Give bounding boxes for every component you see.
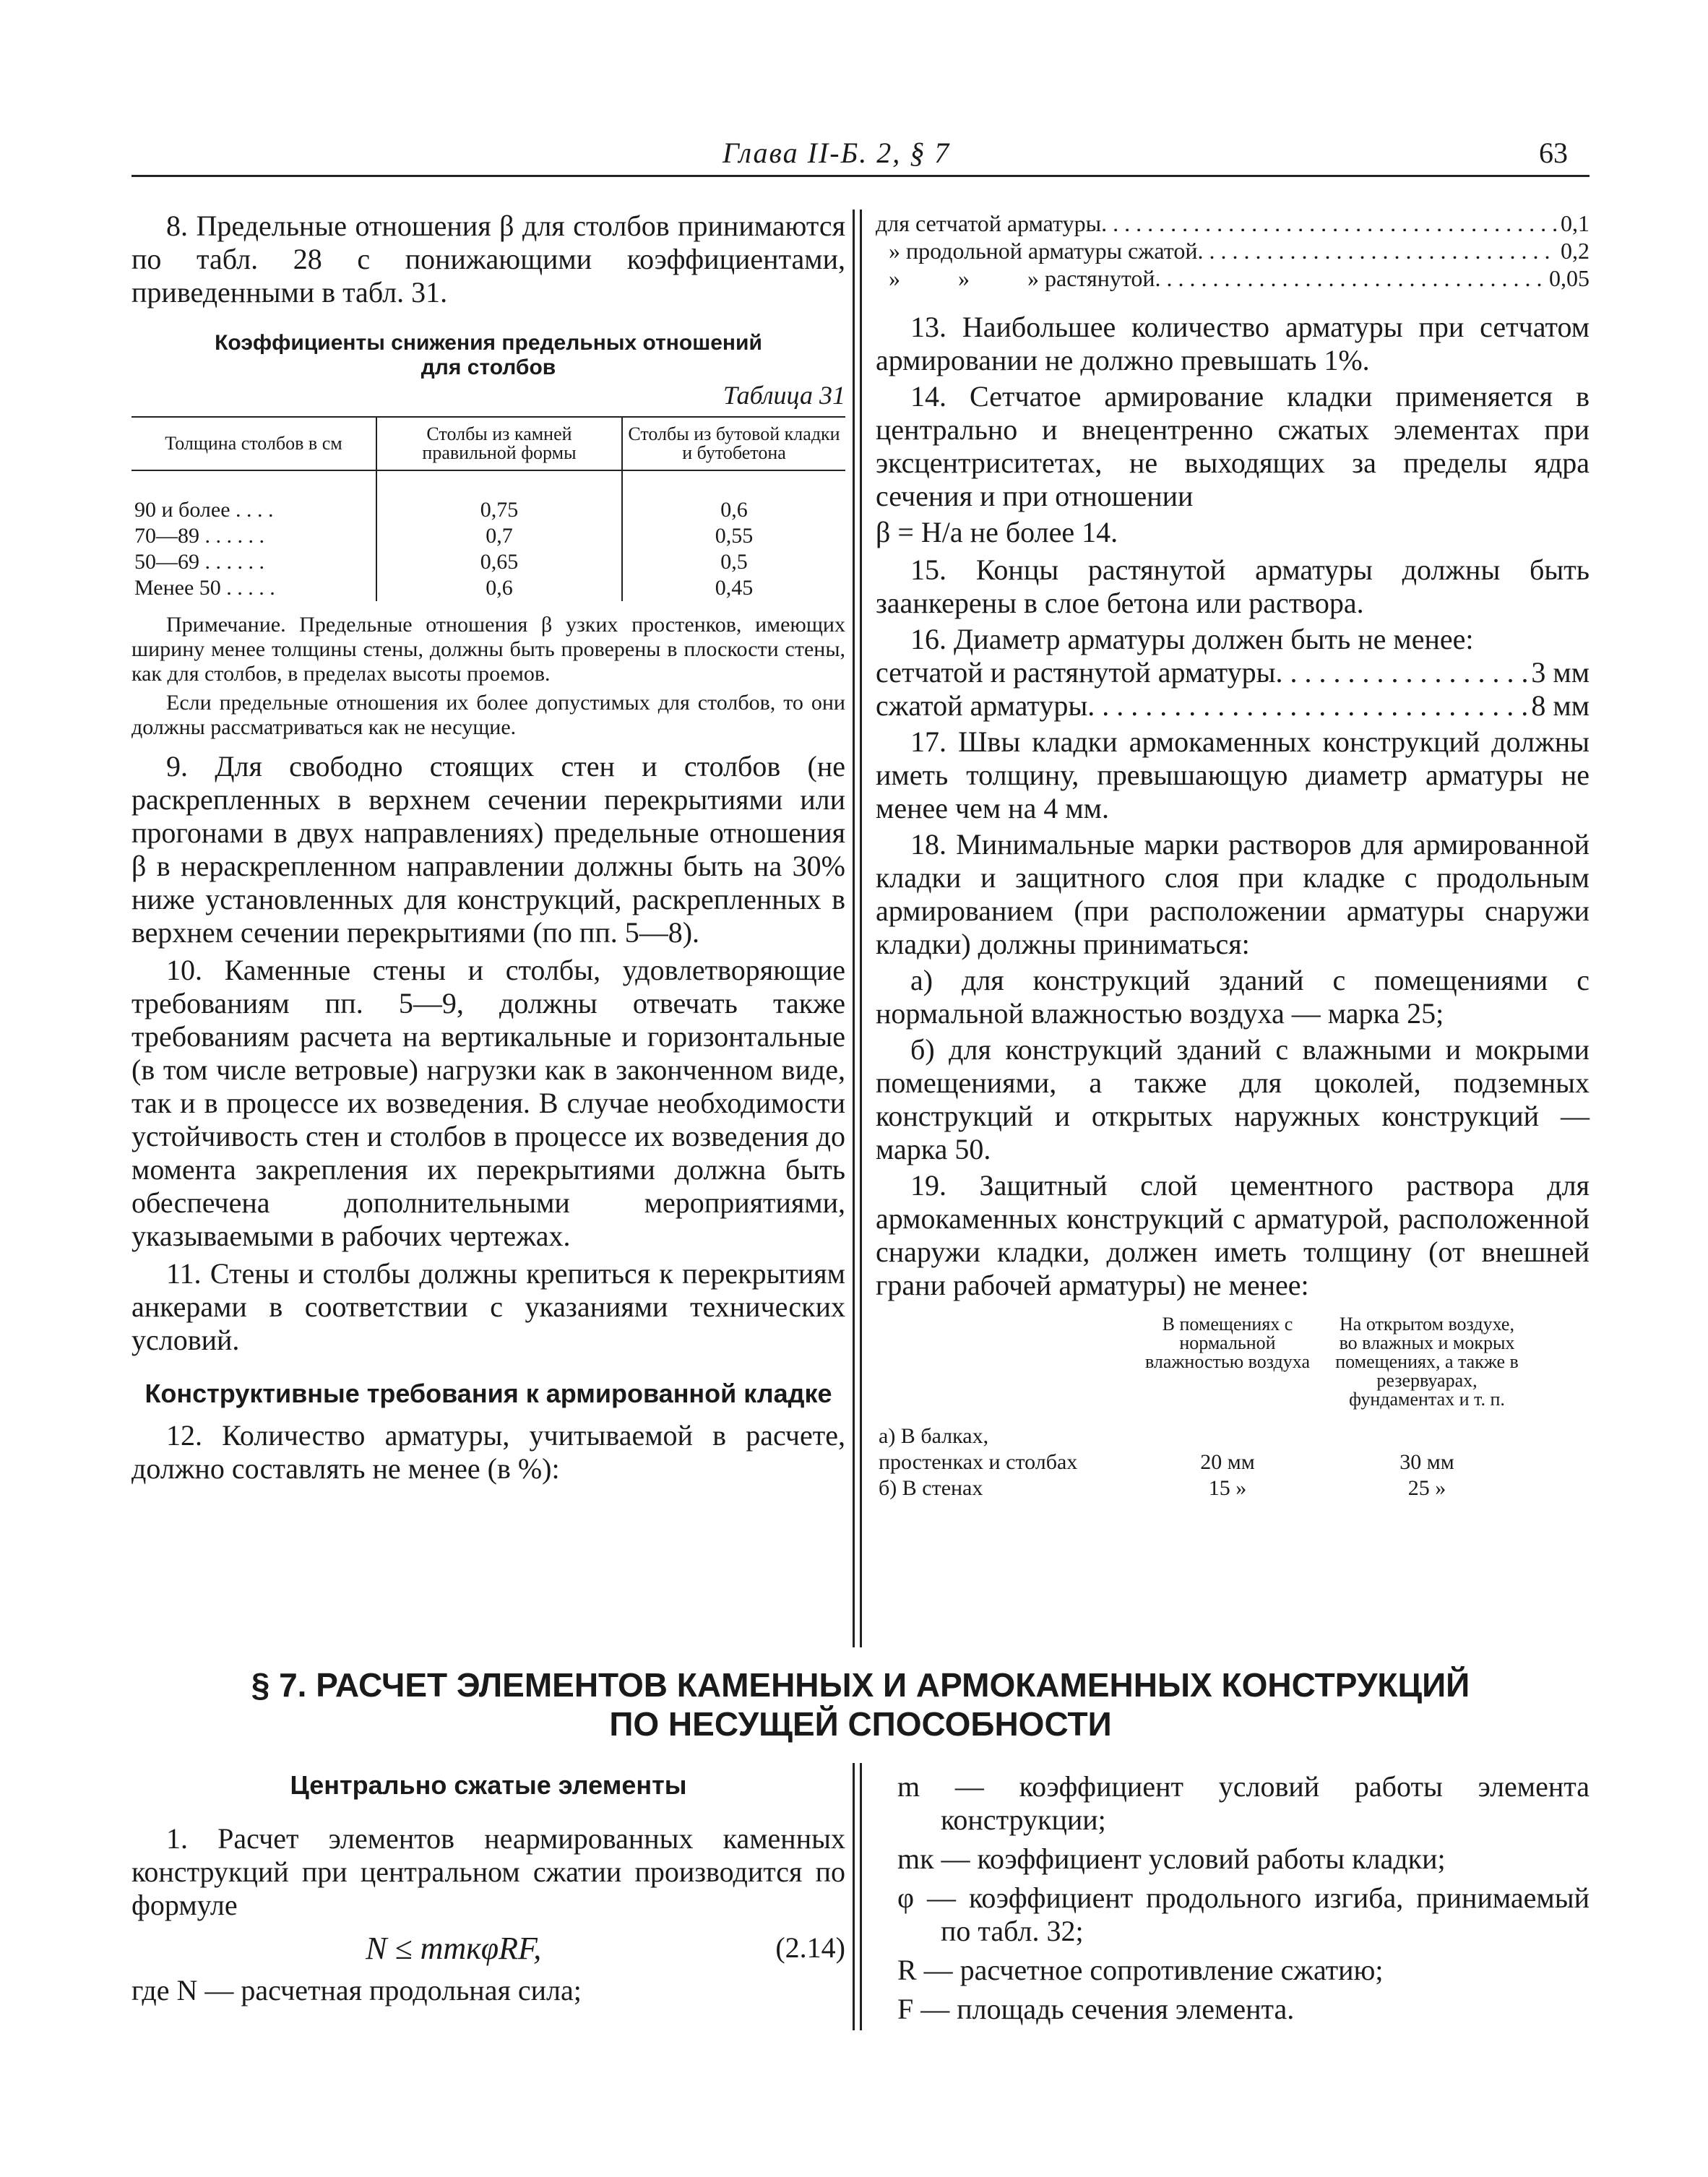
- right-column-top: [876, 210, 1590, 1501]
- table-row: 70—89 . . . . . . 0,7 0,55: [131, 523, 845, 549]
- table31-row3-thickness: 50—69: [134, 550, 199, 574]
- table-row: 90 и более . . . . 0,75 0,6: [131, 497, 845, 523]
- table31-caption-line2: для столбов: [420, 355, 556, 379]
- list-item: » » » растянутой . . . 0,05: [876, 264, 1590, 292]
- table19-row2-a: 15 »: [1208, 1476, 1247, 1500]
- table31-row4-b: 0,45: [622, 575, 845, 601]
- running-header: Глава II-Б. 2, § 7: [723, 137, 951, 169]
- paragraph-12: 12. Количество арматуры, учитываемой в расчете, должно составлять не менее (в %):: [131, 1419, 845, 1485]
- table-row: [876, 1423, 1526, 1475]
- paragraph-18b: б) для конструкций зданий с влажными и мокрыми помещениями, а также для цоколей, подземных конструкций и открытых наружных конструкций — марка 50.: [876, 1033, 1590, 1165]
- table19-header-outdoor: На открытом воздухе, во влажных и мокрых помещениях, а также в резервуарах, фундаментах и т. п.: [1335, 1314, 1519, 1410]
- table19-row1-b: 30 мм: [1399, 1450, 1454, 1474]
- table31-note-1: Примечание. Предельные отношения β узких простенков, имеющих ширину менее толщины стены, должны быть проверены в плоскости стены, как для столбов, в пределах высоты проемов.: [131, 613, 845, 686]
- right-column-bottom: [876, 1770, 1590, 2026]
- left-column-bottom: [131, 1770, 845, 2007]
- table-31: [131, 416, 845, 601]
- paragraph-18: 18. Минимальные марки растворов для армированной кладки и защитного слоя при кладке с продольным армированием (при расположении арматуры снаружи кладки) должны приниматься:: [876, 828, 1590, 960]
- table31-caption-line1: Коэффициенты снижения предельных отношений: [215, 331, 762, 355]
- table31-header-regular-stone: Столбы из камней правильной формы: [376, 417, 622, 470]
- paragraph-19: 19. Защитный слой цементного раствора для армокаменных конструкций с арматурой, расположенной снаружи кладки, должен иметь толщину (от внешней грани рабочей арматуры) не менее:: [876, 1169, 1590, 1301]
- column-divider-bottom-1: [853, 1763, 855, 2030]
- table31-row3-a: 0,65: [376, 549, 622, 575]
- table31-row1-thickness: 90 и более: [134, 498, 230, 522]
- table31-row3-b: 0,5: [622, 549, 845, 575]
- list-item: сжатой арматуры . . . 8 мм: [876, 689, 1590, 723]
- section-7-title-line2: ПО НЕСУЩЕЙ СПОСОБНОСТИ: [609, 1705, 1112, 1743]
- column-divider-top-1: [853, 210, 855, 1647]
- formula-2-14: [131, 1928, 845, 1968]
- paragraph-16: 16. Диаметр арматуры должен быть не менее:: [910, 623, 1474, 655]
- where-clause: где N — расчетная продольная сила;: [131, 1974, 582, 2006]
- definition-mk: mк — коэффициент условий работы кладки;: [897, 1842, 1446, 1875]
- list-item: сетчатой и растянутой арматуры . . . 3 мм: [876, 656, 1590, 689]
- paragraph-17: 17. Швы кладки армокаменных конструкций должны иметь толщину, превышающую диаметр арматуры не менее чем на 4 мм.: [876, 725, 1590, 824]
- table19-row1-a: 20 мм: [1200, 1450, 1255, 1474]
- table-protective-layer: [876, 1315, 1526, 1501]
- section7-paragraph-1: 1. Расчет элементов неармированных каменных конструкций при центральном сжатии производится по формуле: [131, 1822, 845, 1921]
- paragraph-14-formula: β = H/a не более 14.: [876, 516, 1118, 548]
- page-number: 63: [1539, 137, 1568, 169]
- table31-label: Таблица 31: [723, 381, 845, 410]
- table19-row1-label: а) В балках, простенках и столбах: [879, 1424, 1078, 1474]
- paragraph-8: 8. Предельные отношения β для столбов принимаются по табл. 28 с понижающими коэффициентами, приведенными в табл. 31.: [131, 210, 845, 309]
- definition-m: m — коэффициент условий работы элемента конструкции;: [897, 1770, 1590, 1836]
- table31-header-thickness: Толщина столбов в см: [131, 417, 376, 470]
- column-divider-top-2: [860, 210, 862, 1647]
- paragraph-9: 9. Для свободно стоящих стен и столбов (не раскрепленных в верхнем сечении перекрытиями или прогонами в двух направлениях) предельные отношения β в нераскрепленном направлении должны быть на 30% ниже установленных для конструкций, раскрепленных в верхнем сечении перекрытиями (по пп. 5—8).: [131, 750, 845, 949]
- paragraph-13: 13. Наибольшее количество арматуры при сетчатом армировании не должно превышать 1%.: [876, 311, 1590, 376]
- list-item: » продольной арматуры сжатой . . . 0,2: [876, 237, 1590, 264]
- list-item: для сетчатой арматуры . . . 0,1: [876, 210, 1590, 237]
- column-divider-bottom-2: [860, 1763, 862, 2030]
- section-heading-reinforced: Конструктивные требования к армированной кладке: [145, 1379, 832, 1408]
- table31-note-2: Если предельные отношения их более допустимых для столбов, то они должны рассматриваться как не несущие.: [131, 691, 845, 739]
- paragraph-14: 14. Сетчатое армирование кладки применяется в центрально и внецентренно сжатых элементах при эксцентриситетах, не выходящих за пределы ядра сечения и при отношении: [876, 380, 1590, 512]
- paragraph-11: 11. Стены и столбы должны крепиться к перекрытиям анкерами в соответствии с указаниями технических условий.: [131, 1257, 845, 1356]
- table31-header-rubble: Столбы из бутовой кладки и бутобетона: [622, 417, 845, 470]
- table31-row2-thickness: 70—89: [134, 524, 199, 548]
- formula-number: (2.14): [775, 1931, 845, 1964]
- section-7-title-line1: § 7. РАСЧЕТ ЭЛЕМЕНТОВ КАМЕННЫХ И АРМОКАМЕННЫХ КОНСТРУКЦИЙ: [251, 1666, 1470, 1704]
- table19-row2-b: 25 »: [1407, 1476, 1446, 1500]
- table31-row1-b: 0,6: [622, 497, 845, 523]
- formula: N ≤ mmкφRF,: [366, 1930, 542, 1966]
- subheading-central-compression: Центрально сжатые элементы: [290, 1770, 687, 1800]
- paragraph-10: 10. Каменные стены и столбы, удовлетворяющие требованиям пп. 5—9, должны отвечать также требованиям расчета на вертикальные и горизонтальные (в том числе ветровые) нагрузки как в законченном виде, так и в процессе их возведения. В случае необходимости устойчивость стен и столбов в процессе их возведения до момента закрепления их перекрытиями должна быть обеспечена дополнительными мероприятиями, указываемыми в рабочих чертежах.: [131, 954, 845, 1252]
- table31-row4-a: 0,6: [376, 575, 622, 601]
- header-rule: [131, 175, 1590, 177]
- table31-row2-b: 0,55: [622, 523, 845, 549]
- left-column-top: [131, 210, 845, 1486]
- definition-phi: φ — коэффициент продольного изгиба, принимаемый по табл. 32;: [897, 1881, 1590, 1947]
- paragraph-15: 15. Концы растянутой арматуры должны быть заанкерены в слое бетона или раствора.: [876, 553, 1590, 619]
- table31-row1-a: 0,75: [376, 497, 622, 523]
- table31-row4-thickness: Менее 50: [134, 576, 221, 600]
- table31-row2-a: 0,7: [376, 523, 622, 549]
- table19-row2-label: б) В стенах: [879, 1476, 983, 1500]
- table-row: [876, 1475, 1526, 1501]
- table-row: Менее 50 . . . . . 0,6 0,45: [131, 575, 845, 601]
- table19-header-normal: В помещениях с нормальной влажностью воздуха: [1145, 1314, 1310, 1372]
- definition-f: F — площадь сечения элемента.: [897, 1993, 1295, 2025]
- table-row: 50—69 . . . . . . 0,65 0,5: [131, 549, 845, 575]
- paragraph-18a: а) для конструкций зданий с помещениями с нормальной влажностью воздуха — марка 25;: [876, 964, 1590, 1030]
- definition-r: R — расчетное сопротивление сжатию;: [897, 1954, 1384, 1986]
- section-7-title: [131, 1665, 1590, 1743]
